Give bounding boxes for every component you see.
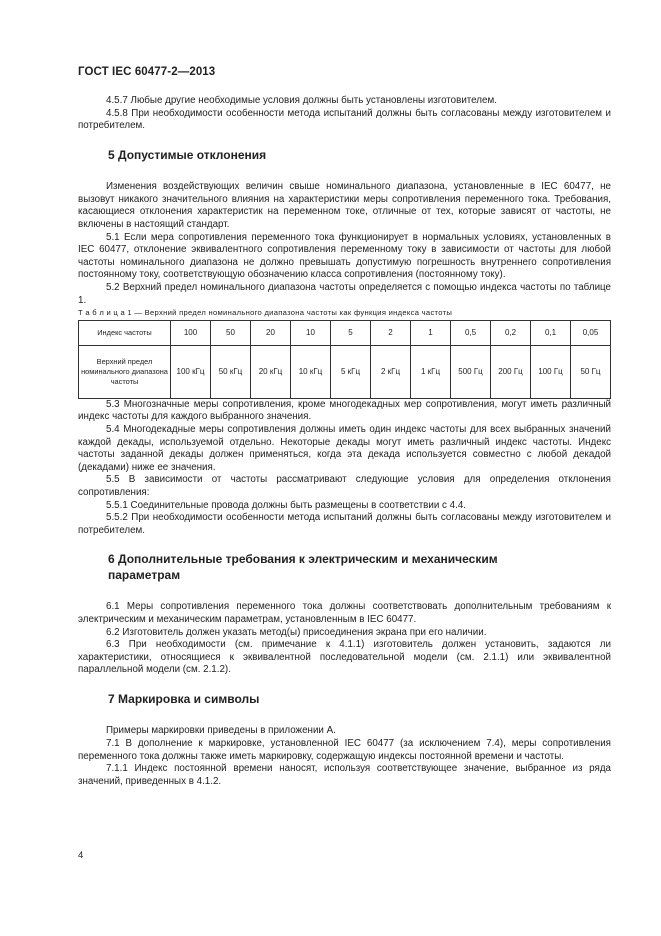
table-1-caption: Т а б л и ц а 1 — Верхний предел номинального диапазона частоты как функция индекса частоты — [78, 308, 453, 318]
paragraph-7-intro: Примеры маркировки приведены в приложении А. — [106, 725, 336, 737]
paragraph-5-4: 5.4 Многодекадные меры сопротивления должны иметь один индекс частоты для всех выбранных значений каждой декады, используемой отдельно. Некоторые декады могут иметь различный индекс частоты. Индекс частоты заданной декады должен применяться, когда эта декада используется совместно с любой декадой (декадами) ниже ее значения. — [78, 424, 611, 473]
paragraph-6-3: 6.3 При необходимости (см. примечание к 4.1.1) изготовитель должен установить, задаются ли характеристики, относящиеся к эквивалентной последовательной модели (см. 2.1.1) или эквивалентной параллельной модели (см. 2.1.2). — [78, 639, 611, 676]
paragraph-4-5-8: 4.5.8 При необходимости особенности метода испытаний должны быть согласованы между изготовителем и потребителем. — [78, 107, 611, 132]
table-cell: 0,05 — [571, 320, 611, 345]
table-cell: 2 — [371, 320, 411, 345]
paragraph-7-1: 7.1 В дополнение к маркировке, установленной IEC 60477 (за исключением 7.4), меры сопротивления переменного тока должны также иметь маркировку, содержащую индексы постоянной времени и частоты. — [78, 738, 611, 762]
table-cell: 500 Гц — [451, 345, 491, 398]
table-cell: 1 — [411, 320, 451, 345]
row-label-upper-limit: Верхний предел номинального диапазона частоты — [79, 345, 171, 398]
section-6-heading-line1: 6 Дополнительные требования к электрическим и механическим — [108, 552, 498, 567]
table-cell: 50 Гц — [571, 345, 611, 398]
table-cell: 2 кГц — [371, 345, 411, 398]
table-cell: 50 кГц — [211, 345, 251, 398]
table-cell: 0,2 — [491, 320, 531, 345]
paragraph-5-intro: Изменения воздействующих величин свыше номинального диапазона, установленные в IEC 60477, не вызовут никакого значительного влияния на характеристики меры сопротивления переменного тока. Требования, касающиеся отклонения характеристик на переменном токе, отличные от тех, которые зависят от частоты, не включены в настоящий стандарт. — [78, 181, 611, 231]
table-row — [79, 345, 611, 398]
table-cell: 10 кГц — [291, 345, 331, 398]
table-cell: 100 Гц — [531, 345, 571, 398]
table-cell: 5 кГц — [331, 345, 371, 398]
table-cell: 200 Гц — [491, 345, 531, 398]
table-cell: 100 кГц — [171, 345, 211, 398]
page-number: 4 — [78, 850, 84, 861]
paragraph-7-1-1: 7.1.1 Индекс постоянной времени наносят, используя соответствующее значение, выбранное из ряда значений, приведенных в 4.1.2. — [78, 763, 611, 787]
paragraph-5-5-2: 5.5.2 При необходимости особенности метода испытаний должны быть согласованы между изготовителем и потребителем. — [78, 512, 611, 536]
document-header: ГОСТ IEC 60477-2—2013 — [78, 66, 216, 78]
paragraph-5-1: 5.1 Если мера сопротивления переменного тока функционирует в нормальных условиях, установленных в IEC 60477, отклонение эквивалентного сопротивления переменному току в зависимости от частоты для любой частоты номинального диапазона не должно превышать допустимую погрешность внутреннего сопротивления постоянному току, соответствующую обозначению класса сопротивления (постоянному току). — [78, 231, 611, 281]
row-label-frequency-index: Индекс частоты — [79, 320, 171, 345]
table-cell: 0,5 — [451, 320, 491, 345]
paragraph-5-3: 5.3 Многозначные меры сопротивления, кроме многодекадных мер сопротивления, могут иметь различный индекс частоты для каждого выбранного значения. — [78, 398, 611, 423]
table-cell: 1 кГц — [411, 345, 451, 398]
paragraph-5-5-1: 5.5.1 Соединительные провода должны быть размещены в соответствии с 4.4. — [106, 499, 467, 511]
section-5-heading: 5 Допустимые отклонения — [108, 147, 267, 162]
page-body — [78, 95, 611, 788]
table-cell: 5 — [331, 320, 371, 345]
table-cell: 10 — [291, 320, 331, 345]
table-row — [79, 320, 611, 345]
table-cell: 20 кГц — [251, 345, 291, 398]
section-6-heading — [108, 552, 611, 583]
table-cell: 50 — [211, 320, 251, 345]
paragraph-6-1: 6.1 Меры сопротивления переменного тока должны соответствовать дополнительным требованиям к электрическим и механическим параметрам, установленным в IEC 60477. — [78, 601, 611, 625]
paragraph-6-2: 6.2 Изготовитель должен указать метод(ы) присоединения экрана при его наличии. — [106, 626, 487, 638]
table-cell: 20 — [251, 320, 291, 345]
paragraph-4-5-7: 4.5.7 Любые другие необходимые условия должны быть установлены изготовителем. — [106, 95, 497, 106]
table-cell: 0,1 — [531, 320, 571, 345]
section-7-heading: 7 Маркировка и символы — [108, 691, 260, 706]
table-cell: 100 — [171, 320, 211, 345]
paragraph-5-2: 5.2 Верхний предел номинального диапазона частоты определяется с помощью индекса частоты по таблице 1. — [78, 282, 611, 306]
frequency-index-table — [78, 320, 611, 399]
section-6-heading-line2: параметрам — [108, 567, 181, 582]
paragraph-5-5: 5.5 В зависимости от частоты рассматривают следующие условия для определения отклонения сопротивления: — [78, 474, 611, 498]
